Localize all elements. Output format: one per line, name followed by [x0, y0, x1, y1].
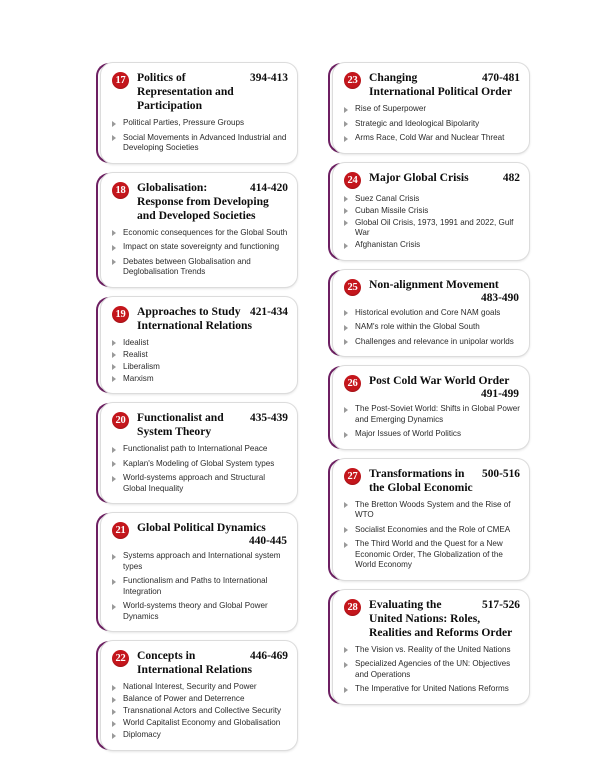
chapter-card-25[interactable] [332, 269, 530, 358]
topic-item[interactable] [342, 645, 520, 656]
triangle-right-icon [112, 721, 116, 727]
topic-list [342, 194, 520, 251]
triangle-right-icon [344, 339, 348, 345]
triangle-right-icon [344, 310, 348, 316]
topic-item-label: Political Parties, Pressure Groups [123, 118, 245, 127]
triangle-right-icon [112, 461, 116, 467]
triangle-right-icon [112, 259, 116, 265]
card-body [100, 172, 298, 288]
card-title-wrap [367, 598, 520, 640]
topic-list [110, 228, 288, 278]
topic-list [342, 645, 520, 695]
chapter-card-28[interactable] [332, 589, 530, 705]
card-body [100, 62, 298, 164]
card-title [367, 467, 520, 495]
topic-item[interactable] [110, 718, 288, 729]
topic-item-label: Diplomacy [123, 730, 161, 739]
card-title [367, 171, 520, 185]
topic-list [342, 404, 520, 440]
topic-list [110, 682, 288, 741]
topic-item-label: Major Issues of World Politics [355, 429, 462, 438]
topic-item-label: World-systems approach and Structural Global Inequality [123, 473, 266, 493]
chapter-number-badge: 17 [112, 72, 129, 89]
card-header [110, 181, 288, 223]
triangle-right-icon [344, 136, 348, 142]
chapter-number-badge: 19 [112, 306, 129, 323]
topic-item-label: The Post-Soviet World: Shifts in Global Power and Emerging Dynamics [355, 404, 520, 424]
topic-item[interactable] [110, 694, 288, 705]
chapter-number-badge: 27 [344, 468, 361, 485]
card-title-text: Global Political Dynamics [137, 521, 266, 534]
topic-item-label: The Third World and the Quest for a New Economic Order, The Globalization of the World Economy [355, 539, 503, 569]
card-title [135, 649, 288, 677]
topic-item[interactable] [110, 459, 288, 470]
topic-item[interactable] [110, 338, 288, 349]
card-body [100, 512, 298, 632]
triangle-right-icon [112, 230, 116, 236]
chapter-number-badge: 20 [112, 412, 129, 429]
card-title-wrap [367, 278, 520, 305]
card-body [332, 365, 530, 450]
topic-item-label: National Interest, Security and Power [123, 682, 257, 691]
topic-item-label: Afghanistan Crisis [355, 240, 421, 249]
topic-item[interactable] [342, 684, 520, 695]
card-title [135, 305, 288, 333]
page-range: 491-499 [481, 388, 519, 400]
card-header [110, 71, 288, 113]
topic-item[interactable] [342, 659, 520, 680]
card-header [110, 411, 288, 439]
card-title-wrap [135, 305, 288, 333]
card-title-text: Changing International Political Order [369, 71, 512, 98]
page-range: 446-469 [250, 650, 288, 662]
topic-item[interactable] [110, 257, 288, 278]
topic-item-label: Strategic and Ideological Bipolarity [355, 118, 480, 128]
chapter-number-badge: 28 [344, 599, 361, 616]
card-header [342, 278, 520, 305]
chapter-card-27[interactable] [332, 458, 530, 581]
card-body [332, 458, 530, 581]
topic-item[interactable] [342, 240, 520, 251]
triangle-right-icon [112, 604, 116, 610]
chapter-number-badge: 23 [344, 72, 361, 89]
topic-item-label: Functionalism and Paths to International Integration [123, 576, 268, 596]
triangle-right-icon [112, 352, 116, 358]
card-title-text: Approaches to Study International Relations [137, 304, 252, 332]
topic-item-label: Impact on state sovereignty and functioning [123, 242, 280, 251]
left-column [98, 62, 298, 751]
topic-item[interactable] [110, 444, 288, 455]
page-range: 482 [502, 171, 520, 184]
triangle-right-icon [112, 135, 116, 141]
topic-item-label: Idealist [123, 337, 149, 347]
topic-item[interactable] [110, 730, 288, 741]
topic-item[interactable] [110, 682, 288, 693]
topic-item-label: Functionalist path to International Peace [123, 444, 268, 453]
topic-item-label: Suez Canal Crisis [355, 193, 420, 203]
card-title-wrap [367, 467, 520, 495]
triangle-right-icon [344, 662, 348, 668]
triangle-right-icon [112, 709, 116, 715]
card-title [367, 598, 520, 640]
topic-item-label: Realist [123, 349, 148, 359]
chapter-number-badge: 18 [112, 182, 129, 199]
topic-list [342, 104, 520, 144]
topic-item-label: NAM's role within the Global South [355, 322, 480, 331]
card-header [342, 171, 520, 189]
card-body [100, 296, 298, 395]
card-header [342, 71, 520, 99]
page-range: 483-490 [481, 291, 519, 304]
triangle-right-icon [112, 376, 116, 382]
chapter-card-17[interactable] [100, 62, 298, 164]
topic-item[interactable] [342, 104, 520, 115]
topic-item[interactable] [342, 206, 520, 217]
topic-item-label: Transnational Actors and Collective Security [123, 706, 282, 715]
card-title-text: Functionalist and System Theory [137, 411, 224, 438]
topic-item-label: Debates between Globalisation and Deglobalisation Trends [123, 256, 251, 276]
card-title-wrap [135, 181, 288, 223]
triangle-right-icon [112, 579, 116, 585]
triangle-right-icon [112, 340, 116, 346]
chapter-card-24[interactable] [332, 162, 530, 261]
card-header [110, 649, 288, 677]
card-title-text: Post Cold War World Order [369, 374, 510, 387]
topic-item-label: Cuban Missile Crisis [355, 205, 429, 215]
card-title [135, 181, 288, 223]
card-header [342, 467, 520, 495]
topic-list [110, 118, 288, 154]
page-range: 435-439 [250, 412, 288, 424]
topic-item[interactable] [342, 337, 520, 348]
topic-item-label: Socialist Economies and the Role of CMEA [355, 524, 511, 534]
topic-item[interactable] [342, 308, 520, 319]
card-title-text: Non-alignment Movement [369, 277, 499, 291]
card-title-text: Concepts in International Relations [137, 649, 252, 676]
card-header [110, 521, 288, 548]
chapter-number-badge: 21 [112, 522, 129, 539]
chapter-card-19[interactable] [100, 296, 298, 395]
chapter-card-22[interactable] [100, 640, 298, 751]
triangle-right-icon [344, 502, 348, 508]
card-title [135, 71, 288, 113]
triangle-right-icon [344, 687, 348, 693]
chapter-number-badge: 25 [344, 279, 361, 296]
triangle-right-icon [344, 432, 348, 438]
triangle-right-icon [112, 476, 116, 482]
topic-item[interactable] [110, 118, 288, 129]
chapter-card-21[interactable] [100, 512, 298, 632]
triangle-right-icon [344, 542, 348, 548]
card-body [332, 162, 530, 261]
topic-item-label: Arms Race, Cold War and Nuclear Threat [355, 133, 505, 142]
triangle-right-icon [344, 196, 348, 202]
topic-item-label: Kaplan's Modeling of Global System types [123, 458, 275, 468]
triangle-right-icon [112, 245, 116, 251]
topic-item-label: Challenges and relevance in unipolar worlds [355, 336, 514, 346]
card-header [342, 598, 520, 640]
chapter-number-badge: 24 [344, 172, 361, 189]
triangle-right-icon [112, 554, 116, 560]
topic-item[interactable] [342, 500, 520, 521]
topic-item[interactable] [342, 322, 520, 333]
card-title-text: Evaluating the United Nations: Roles, Realities and Reforms Order [369, 597, 513, 639]
triangle-right-icon [112, 364, 116, 370]
card-title-wrap [367, 171, 520, 185]
chapter-number-badge: 26 [344, 375, 361, 392]
page-range: 470-481 [482, 72, 520, 84]
card-title [135, 521, 288, 535]
chapter-card-18[interactable] [100, 172, 298, 288]
chapter-number-badge: 22 [112, 650, 129, 667]
topic-item-label: Global Oil Crisis, 1973, 1991 and 2022, Gulf War [355, 217, 514, 237]
topic-item[interactable] [342, 539, 520, 571]
page-range: 421-434 [250, 305, 288, 318]
topic-item[interactable] [110, 706, 288, 717]
topic-item-label: The Imperative for United Nations Reforms [355, 684, 509, 693]
card-title-wrap [367, 374, 520, 401]
triangle-right-icon [344, 647, 348, 653]
topic-item[interactable] [110, 473, 288, 494]
topic-item-label: The Bretton Woods System and the Rise of WTO [355, 499, 511, 519]
topic-item[interactable] [342, 194, 520, 205]
chapter-card-26[interactable] [332, 365, 530, 450]
card-body [100, 402, 298, 504]
topic-list [342, 308, 520, 348]
triangle-right-icon [344, 208, 348, 214]
card-title [135, 411, 288, 439]
triangle-right-icon [112, 447, 116, 453]
triangle-right-icon [112, 685, 116, 691]
topic-item-label: Specialized Agencies of the UN: Objectives and Operations [355, 659, 511, 679]
topic-item[interactable] [110, 228, 288, 239]
topic-item[interactable] [110, 374, 288, 385]
triangle-right-icon [112, 121, 116, 127]
card-title-wrap [135, 649, 288, 677]
topic-item[interactable] [342, 429, 520, 440]
topic-item-label: Marxism [123, 373, 154, 383]
topic-item-label: World-systems theory and Global Power Dynamics [123, 601, 268, 621]
chapter-card-20[interactable] [100, 402, 298, 504]
triangle-right-icon [344, 325, 348, 331]
topic-item[interactable] [342, 133, 520, 144]
triangle-right-icon [344, 121, 348, 127]
card-header [342, 374, 520, 401]
topic-item[interactable] [110, 133, 288, 154]
page-range: 414-420 [250, 181, 288, 194]
page-range: 517-526 [482, 598, 520, 611]
triangle-right-icon [112, 733, 116, 739]
topic-item-label: Social Movements in Advanced Industrial and Developing Societies [123, 132, 287, 152]
topic-item-label: Systems approach and International system types [123, 551, 281, 571]
triangle-right-icon [112, 697, 116, 703]
topic-item-label: Economic consequences for the Global South [123, 227, 288, 237]
card-title-wrap [135, 411, 288, 439]
card-title [367, 71, 520, 99]
topic-item[interactable] [110, 362, 288, 373]
card-title-text: Transformations in the Global Economic [369, 466, 473, 494]
card-title-text: Major Global Crisis [369, 170, 469, 184]
topic-item[interactable] [342, 404, 520, 425]
card-body [332, 589, 530, 705]
page-range: 394-413 [250, 72, 288, 84]
card-title-wrap [367, 71, 520, 99]
topic-item-label: The Vision vs. Reality of the United Nations [355, 644, 511, 654]
topic-item[interactable] [342, 525, 520, 536]
card-columns [0, 62, 600, 751]
card-title-text: Politics of Representation and Participation [137, 71, 234, 112]
chapter-card-23[interactable] [332, 62, 530, 154]
card-title-wrap [135, 71, 288, 113]
topic-item[interactable] [342, 218, 520, 239]
page-range: 440-445 [249, 535, 287, 547]
topic-item[interactable] [110, 551, 288, 572]
card-body [332, 62, 530, 154]
topic-item-label: World Capitalist Economy and Globalisation [123, 718, 281, 727]
topic-item-label: Historical evolution and Core NAM goals [355, 307, 501, 317]
topic-item-label: Rise of Superpower [355, 104, 427, 113]
topic-list [110, 551, 288, 622]
card-title [367, 374, 520, 388]
triangle-right-icon [344, 243, 348, 249]
card-body [100, 640, 298, 751]
topic-item-label: Balance of Power and Deterrence [123, 694, 245, 703]
topic-list [110, 444, 288, 494]
topic-list [342, 500, 520, 571]
triangle-right-icon [344, 527, 348, 533]
right-column [330, 62, 530, 705]
topic-list [110, 338, 288, 385]
triangle-right-icon [344, 107, 348, 113]
topic-item[interactable] [110, 601, 288, 622]
page-range: 500-516 [482, 467, 520, 480]
card-title-wrap [135, 521, 288, 548]
topic-item[interactable] [110, 242, 288, 253]
topic-item[interactable] [342, 119, 520, 130]
card-title-text: Globalisation: Response from Developing and Developed Societies [137, 180, 269, 222]
topic-item[interactable] [110, 350, 288, 361]
card-header [110, 305, 288, 333]
triangle-right-icon [344, 407, 348, 413]
triangle-right-icon [344, 220, 348, 226]
topic-item-label: Liberalism [123, 361, 160, 371]
card-title [367, 278, 520, 292]
topic-item[interactable] [110, 576, 288, 597]
card-body [332, 269, 530, 358]
